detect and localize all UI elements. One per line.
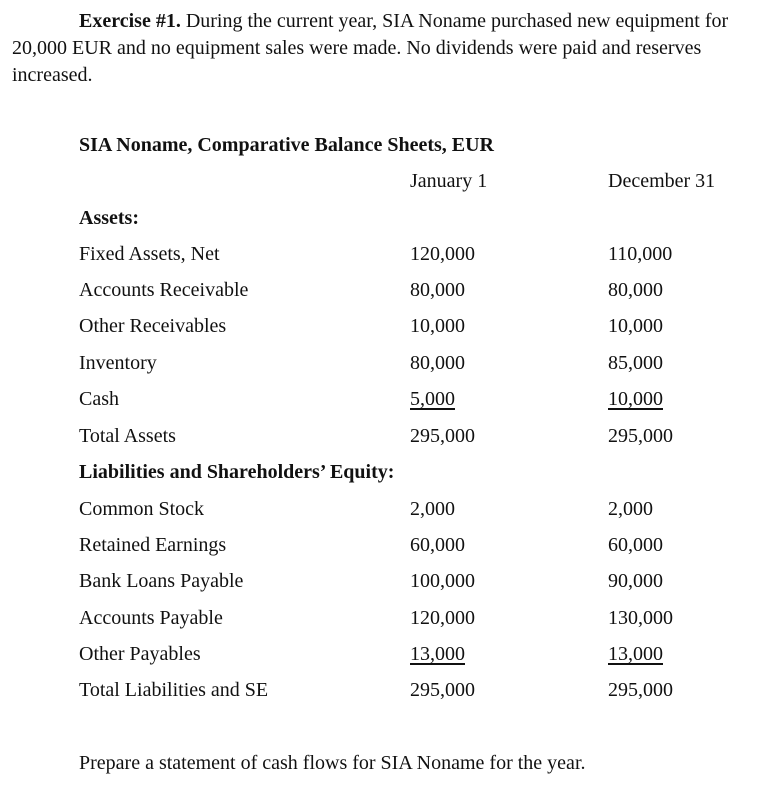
december-value: 110,000 [608,243,673,265]
december-value: 10,000 [608,388,663,410]
december-value: 10,000 [608,315,663,337]
assets-heading: Assets: [79,207,139,229]
january-value: 13,000 [410,643,465,665]
balance-sheet-title: SIA Noname, Comparative Balance Sheets, EUR [79,134,494,156]
exercise-intro [12,8,772,89]
table-row [0,643,776,671]
row-label: Other Payables [79,643,201,665]
december-value: 130,000 [608,607,673,629]
column-header-january: January 1 [410,170,488,192]
row-label: Fixed Assets, Net [79,243,220,265]
table-row [0,607,776,635]
january-value: 80,000 [410,352,465,374]
row-label: Retained Earnings [79,534,227,556]
december-value: 295,000 [608,425,673,447]
table-row [0,388,776,416]
january-value: 10,000 [410,315,465,337]
january-value: 295,000 [410,425,475,447]
january-value: 5,000 [410,388,455,410]
task-instruction: Prepare a statement of cash flows for SIA Noname for the year. [79,752,586,774]
row-label: Accounts Payable [79,607,223,629]
january-value: 120,000 [410,607,475,629]
table-row [0,315,776,343]
table-row [0,243,776,271]
exercise-number: Exercise #1. [79,10,181,32]
december-value: 85,000 [608,352,663,374]
january-value: 295,000 [410,679,475,701]
column-header-december: December 31 [608,170,716,192]
january-value: 120,000 [410,243,475,265]
table-row [0,279,776,307]
december-value: 60,000 [608,534,663,556]
table-row [0,498,776,526]
row-label: Inventory [79,352,157,374]
december-value: 13,000 [608,643,663,665]
row-label: Common Stock [79,498,205,520]
row-label: Total Assets [79,425,176,447]
december-value: 2,000 [608,498,653,520]
table-row [0,425,776,453]
january-value: 2,000 [410,498,455,520]
january-value: 60,000 [410,534,465,556]
row-label: Total Liabilities and SE [79,679,269,701]
table-row [0,570,776,598]
december-value: 90,000 [608,570,663,592]
row-label: Bank Loans Payable [79,570,244,592]
table-row [0,352,776,380]
december-value: 80,000 [608,279,663,301]
table-row [0,534,776,562]
row-label: Accounts Receivable [79,279,249,301]
table-row [0,679,776,707]
row-label: Cash [79,388,119,410]
january-value: 80,000 [410,279,465,301]
row-label: Other Receivables [79,315,227,337]
liabilities-heading: Liabilities and Shareholders’ Equity: [79,461,395,483]
december-value: 295,000 [608,679,673,701]
january-value: 100,000 [410,570,475,592]
exercise-description: During the current year, SIA Noname purchased new equipment for 20,000 EUR and no equipment sales were made. No dividends were paid and reserves increased. [12,10,729,86]
